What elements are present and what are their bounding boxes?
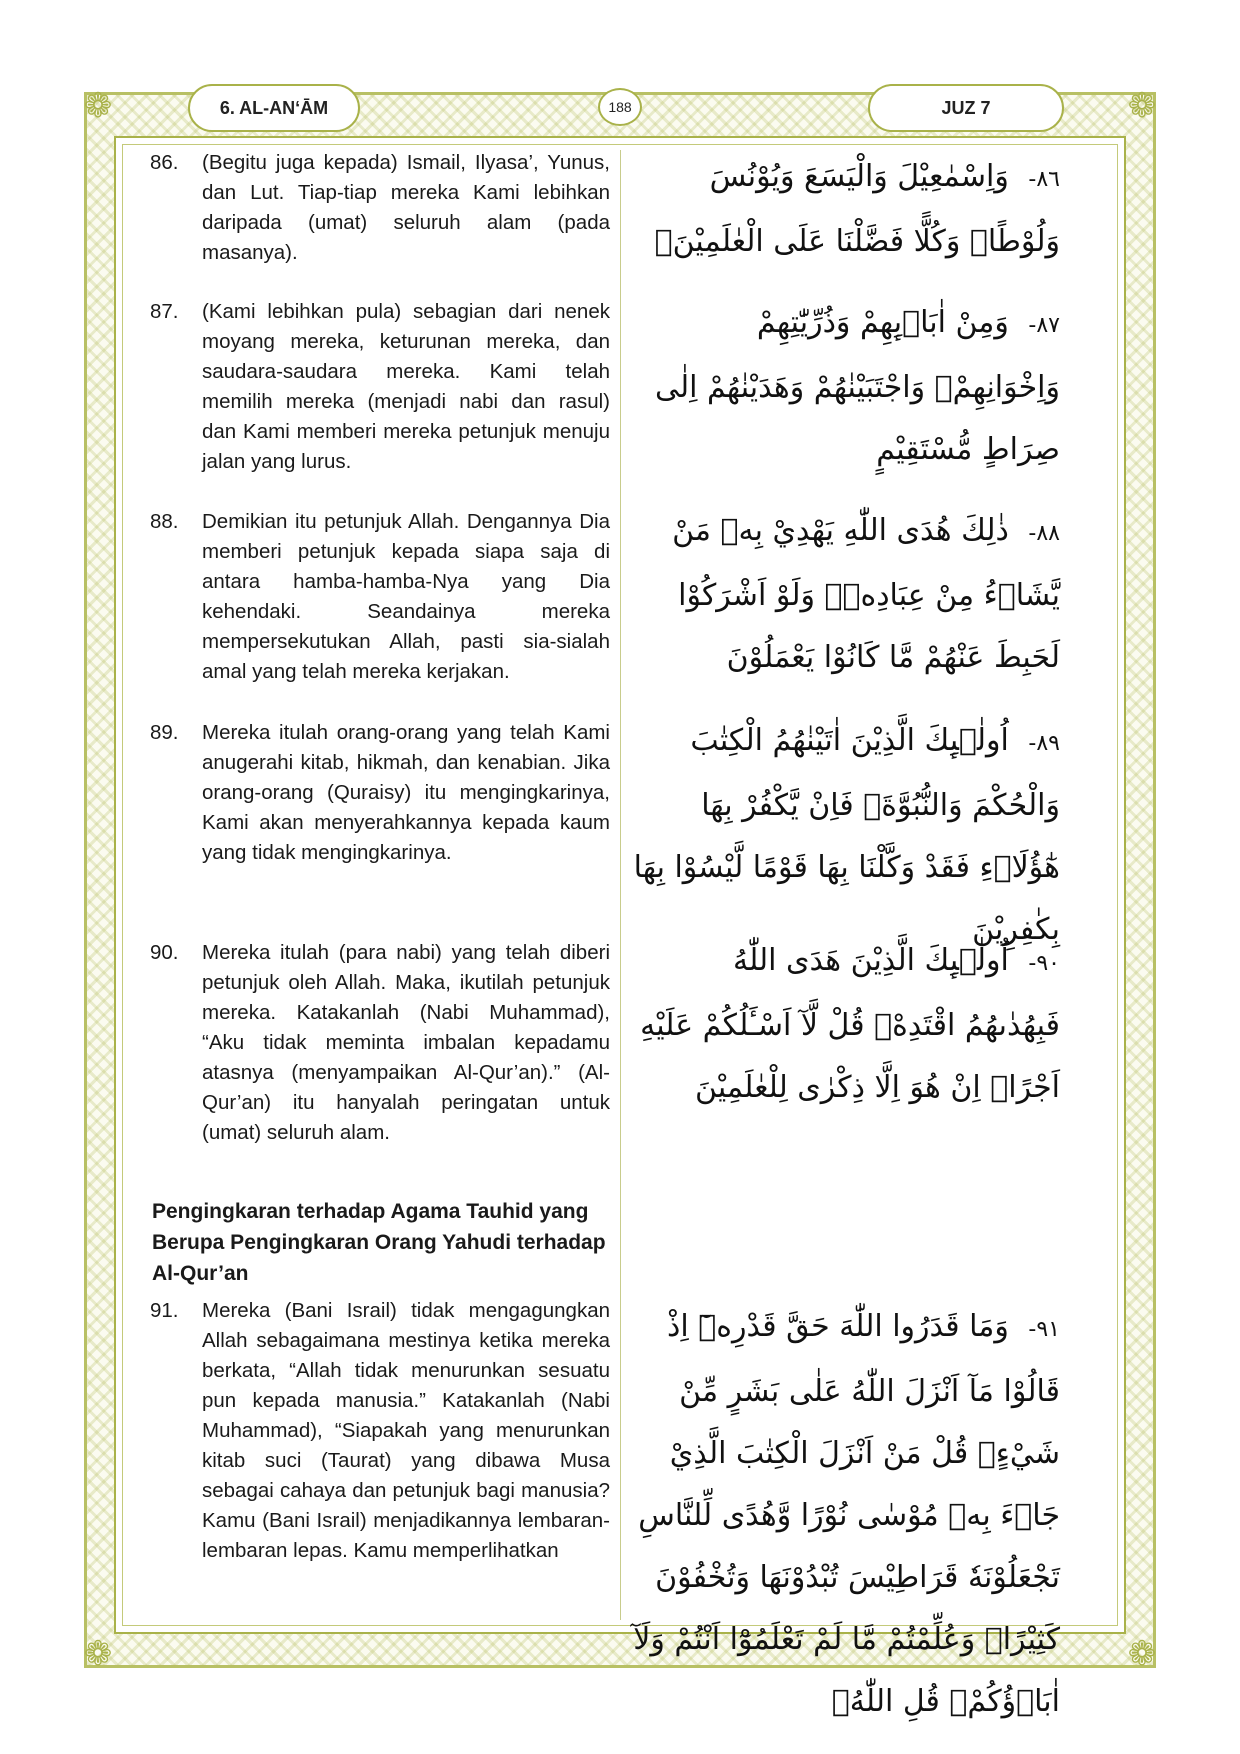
verse-arabic-90 (630, 930, 1060, 1119)
arabic-text: وَاِسْمٰعِيْلَ وَالْيَسَعَ وَيُوْنُسَ وَلُوْطًاۗ وَكُلًّا فَضَّلْنَا عَلَى الْعٰلَمِيْنَۙ (654, 159, 1060, 259)
verse-translation-90 (150, 938, 610, 1148)
corner-ornament-icon: ❁ (83, 86, 113, 126)
verse-arabic-88 (630, 500, 1060, 689)
verse-arabic-87 (630, 292, 1060, 481)
verse-text: Mereka itulah (para nabi) yang telah diberi petunjuk oleh Allah. Maka, ikutilah petunjuk mereka. Katakanlah (Nabi Muhammad), “Aku tidak meminta imbalan kepadamu atasnya (menyampaikan Al-Qur’an).” (Al-Qur’an) itu hanyalah peringatan untuk (umat) seluruh alam. (202, 941, 610, 1144)
surah-title: 6. AL-AN‘ĀM (188, 84, 360, 132)
column-divider (620, 150, 621, 1620)
verse-text: (Begitu juga kepada) Ismail, Ilyasa’, Yunus, dan Lut. Tiap-tiap mereka Kami lebihkan daripada (umat) seluruh alam (pada masanya). (202, 151, 610, 264)
arabic-text: اُولٰۤىِٕكَ الَّذِيْنَ هَدَى اللّٰهُ فَبِهُدٰىهُمُ اقْتَدِهْۗ قُلْ لَّآ اَسْـَٔلُكُمْ عَلَيْهِ اَجْرًاۗ اِنْ هُوَ اِلَّا ذِكْرٰى لِلْعٰلَمِيْنَ (640, 943, 1060, 1105)
arabic-verse-number: ٩١- (1028, 1317, 1060, 1342)
arabic-verse-number: ٨٧- (1028, 313, 1060, 338)
arabic-text: اُولٰۤىِٕكَ الَّذِيْنَ اٰتَيْنٰهُمُ الْكِتٰبَ وَالْحُكْمَ وَالنُّبُوَّةَۚ فَاِنْ يَّكْفُرْ بِهَا هٰٓؤُلَاۤءِ فَقَدْ وَكَّلْنَا بِهَا قَوْمًا لَّيْسُوْا بِهَا بِكٰفِرِيْنَ (633, 723, 1060, 947)
verse-translation-88 (150, 507, 610, 687)
arabic-verse-number: ٨٨- (1028, 521, 1060, 546)
arabic-text: وَمَا قَدَرُوا اللّٰهَ حَقَّ قَدْرِهٖٓ اِذْ قَالُوْا مَآ اَنْزَلَ اللّٰهُ عَلٰى بَشَرٍ مِّنْ شَيْءٍۗ قُلْ مَنْ اَنْزَلَ الْكِتٰبَ الَّذِيْ جَاۤءَ بِهٖ مُوْسٰى نُوْرًا وَّهُدًى لِّلنَّاسِ تَجْعَلُوْنَهٗ قَرَاطِيْسَ تُبْدُوْنَهَا وَتُخْفُوْنَ كَثِيْرًاۚ وَعُلِّمْتُمْ مَّا لَمْ تَعْلَمُوْٓا اَنْتُمْ وَلَآ اٰبَاۤؤُكُمْۗ قُلِ اللّٰهُۙ (633, 1309, 1060, 1719)
verse-text: Mereka itulah orang-orang yang telah Kami anugerahi kitab, hikmah, dan kenabian. Jika orang-orang (Quraisy) itu mengingkarinya, Kami akan menyerahkannya kepada kaum yang tidak mengingkarinya. (202, 721, 610, 864)
verse-text: Demikian itu petunjuk Allah. Dengannya Dia memberi petunjuk kepada siapa saja di antara hamba-hamba-Nya yang Dia kehendaki. Seandainya mereka mempersekutukan Allah, pasti sia-sialah amal yang telah mereka kerjakan. (202, 510, 610, 683)
verse-number: 87. (150, 300, 179, 323)
verse-number: 86. (150, 151, 179, 174)
section-heading: Pengingkaran terhadap Agama Tauhid yang Berupa Pengingkaran Orang Yahudi terhadap Al-Qur’an (152, 1200, 606, 1285)
page-number: 188 (598, 88, 642, 126)
juz-label: JUZ 7 (868, 84, 1064, 132)
arabic-verse-number: ٨٦- (1028, 167, 1060, 192)
arabic-text: وَمِنْ اٰبَاۤىِٕهِمْ وَذُرِّيّٰتِهِمْ وَاِخْوَانِهِمْۚ وَاجْتَبَيْنٰهُمْ وَهَدَيْنٰهُمْ اِلٰى صِرَاطٍ مُّسْتَقِيْمٍ (654, 305, 1060, 467)
verse-translation-87 (150, 297, 610, 477)
verse-translation-89 (150, 718, 610, 868)
verse-number: 89. (150, 721, 179, 744)
arabic-text: ذٰلِكَ هُدَى اللّٰهِ يَهْدِيْ بِهٖ مَنْ يَّشَاۤءُ مِنْ عِبَادِهٖۗ وَلَوْ اَشْرَكُوْا لَحَبِطَ عَنْهُمْ مَّا كَانُوْا يَعْمَلُوْنَ (672, 513, 1060, 675)
corner-ornament-icon: ❁ (83, 1634, 113, 1674)
verse-arabic-86 (630, 146, 1060, 273)
verse-translation-86 (150, 148, 610, 268)
corner-ornament-icon: ❁ (1127, 1634, 1157, 1674)
verse-translation-91 (150, 1296, 610, 1566)
corner-ornament-icon: ❁ (1127, 86, 1157, 126)
arabic-verse-number: ٨٩- (1028, 731, 1060, 756)
verse-text: Mereka (Bani Israil) tidak mengagungkan Allah sebagaimana mestinya ketika mereka berkata, “Allah tidak menurunkan sesuatu pun kepada manusia.” Katakanlah (Nabi Muhammad), “Siapakah yang menurunkan kitab suci (Taurat) yang dibawa Musa sebagai cahaya dan petunjuk bagi manusia? Kamu (Bani Israil) menjadikannya lembaran-lembaran lepas. Kamu memperlihatkan (202, 1299, 610, 1562)
verse-number: 90. (150, 941, 179, 964)
arabic-verse-number: ٩٠- (1028, 951, 1060, 976)
verse-arabic-91 (630, 1296, 1060, 1733)
verse-arabic-89 (630, 710, 1060, 961)
verse-number: 88. (150, 510, 179, 533)
verse-text: (Kami lebihkan pula) sebagian dari nenek moyang mereka, keturunan mereka, dan saudara-saudara mereka. Kami telah memilih mereka (menjadi nabi dan rasul) dan Kami memberi mereka petunjuk menuju jalan yang lurus. (202, 300, 610, 473)
verse-number: 91. (150, 1299, 179, 1322)
